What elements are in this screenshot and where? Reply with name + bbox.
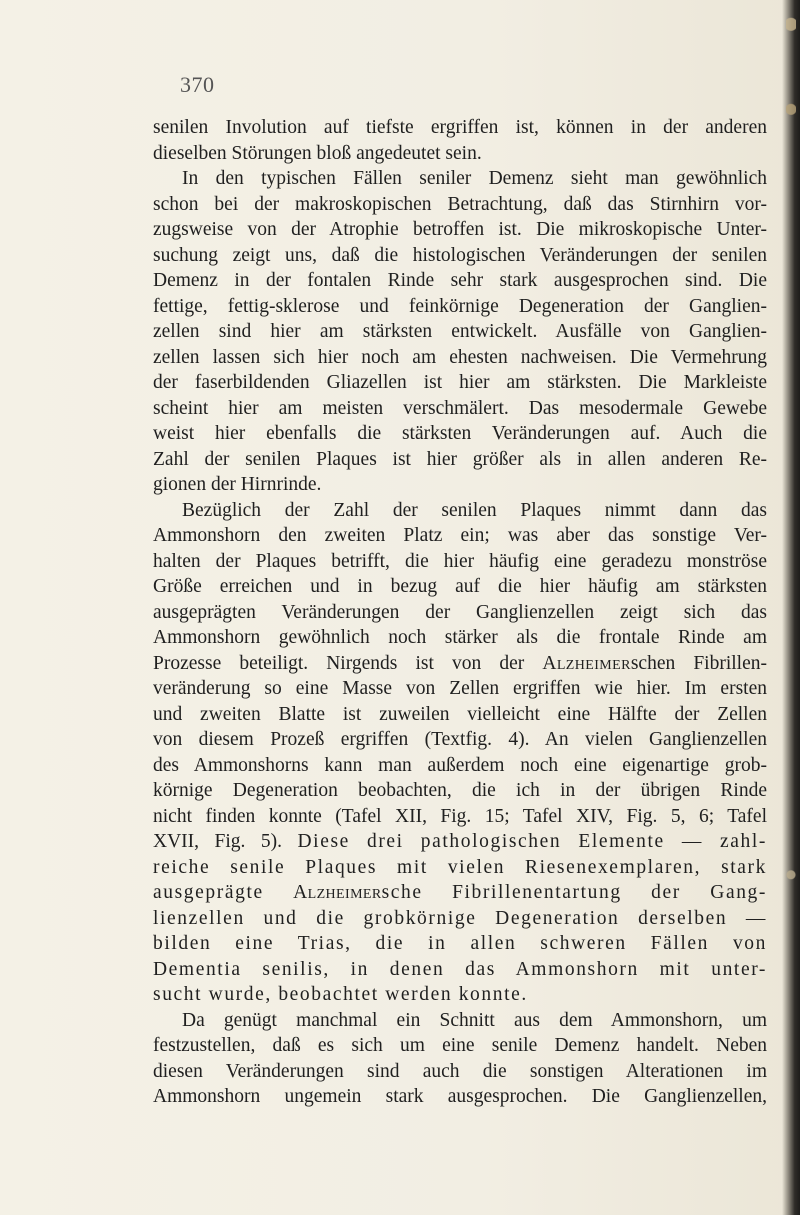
text-segment: Prozesse beteiligt. Nirgends ist von der xyxy=(153,652,543,674)
text-segment: XVII, Fig. 5). xyxy=(153,831,298,852)
spaced-emphasis: Diese drei pathologischen Elemente — zahl- xyxy=(297,831,767,852)
text-line: diesen Veränderungen sind auch die sonstigen Alterationen im xyxy=(153,1060,767,1082)
text-line: körnige Degeneration beobachten, die ich in der übrigen Rinde xyxy=(153,780,767,801)
text-line-spaced: bilden eine Trias, die in allen schweren Fällen von xyxy=(153,933,767,954)
text-segment: ausgeprägte xyxy=(153,882,294,903)
text-line: gionen der Hirnrinde. xyxy=(153,474,322,495)
text-line-spaced: lienzellen und die grobkörnige Degeneration derselben — xyxy=(153,907,767,929)
text-line: der faserbildenden Gliazellen ist hier am stärksten. Die Markleiste xyxy=(153,372,767,393)
text-line: Ammonshorn den zweiten Platz ein; was aber das sonstige Ver- xyxy=(153,525,767,546)
author-name-smallcaps: Alzheimer xyxy=(293,882,382,903)
text-line: In den typischen Fällen seniler Demenz sieht man gewöhnlich xyxy=(182,168,767,189)
text-line: und zweiten Blatte ist zuweilen vielleicht eine Hälfte der Zellen xyxy=(153,703,767,725)
text-line: von diesem Prozeß ergriffen (Textfig. 4). An vielen Ganglienzellen xyxy=(153,729,767,750)
text-line: des Ammonshorns kann man außerdem noch eine eigenartige grob- xyxy=(153,754,767,776)
text-segment: sche Fibrillenentartung der Gang- xyxy=(381,882,767,903)
text-line: zellen lassen sich hier noch am ehesten nachweisen. Die Vermehrung xyxy=(153,346,767,368)
text-line-alzheimer-2 xyxy=(153,880,767,906)
text-line: schon bei der makroskopischen Betrachtung, daß das Stirnhirn vor- xyxy=(153,193,767,215)
text-line: Bezüglich der Zahl der senilen Plaques nimmt dann das xyxy=(182,499,767,521)
page-edge-stains xyxy=(786,0,796,1215)
text-line: Größe erreichen und in bezug auf die hier häufig am stärksten xyxy=(153,576,767,597)
text-line: nicht finden konnte (Tafel XII, Fig. 15; Tafel XIV, Fig. 5, 6; Tafel xyxy=(153,805,767,827)
text-line: Ammonshorn ungemein stark ausgesprochen. Die Ganglienzellen, xyxy=(153,1086,767,1107)
text-line: suchung zeigt uns, daß die histologischen Veränderungen der senilen xyxy=(153,244,767,266)
text-line: senilen Involution auf tiefste ergriffen ist, können in der anderen xyxy=(153,117,767,138)
text-line-spaced-intro xyxy=(153,829,767,855)
author-name-smallcaps: Alzheimer xyxy=(542,652,631,674)
text-line: zellen sind hier am stärksten entwickelt. Ausfälle von Ganglien- xyxy=(153,321,767,342)
text-line-alzheimer-1 xyxy=(153,651,767,677)
text-line: halten der Plaques betrifft, die hier häufig eine geradezu monströse xyxy=(153,550,767,572)
text-line: Da genügt manchmal ein Schnitt aus dem Ammonshorn, um xyxy=(182,1009,767,1031)
page-number: 370 xyxy=(180,72,215,97)
text-line-spaced: reiche senile Plaques mit vielen Riesenexemplaren, stark xyxy=(153,856,767,878)
text-line: Ammonshorn gewöhnlich noch stärker als die frontale Rinde am xyxy=(153,627,767,648)
text-line: dieselben Störungen bloß angedeutet sein. xyxy=(153,142,482,164)
text-line: zugsweise von der Atrophie betroffen ist. Die mikroskopische Unter- xyxy=(153,219,767,240)
text-line-spaced: sucht wurde, beobachtet werden konnte. xyxy=(153,984,528,1005)
text-line: weist hier ebenfalls die stärksten Veränderungen auf. Auch die xyxy=(153,423,767,444)
text-line: festzustellen, daß es sich um eine senile Demenz handelt. Neben xyxy=(153,1035,767,1056)
body-text xyxy=(153,115,767,1110)
text-line: Zahl der senilen Plaques ist hier größer als in allen anderen Re- xyxy=(153,448,767,470)
text-line: fettige, fettig-sklerose und feinkörnige Degeneration der Ganglien- xyxy=(153,295,767,317)
text-segment: schen Fibrillen- xyxy=(630,652,767,674)
text-line: scheint hier am meisten verschmälert. Das mesodermale Gewebe xyxy=(153,397,767,419)
text-line-spaced: Dementia senilis, in denen das Ammonshorn mit unter- xyxy=(153,958,767,980)
text-line: veränderung so eine Masse von Zellen ergriffen wie hier. Im ersten xyxy=(153,678,767,699)
text-line: Demenz in der fontalen Rinde sehr stark ausgesprochen sind. Die xyxy=(153,270,767,291)
text-line: ausgeprägten Veränderungen der Ganglienzellen zeigt sich das xyxy=(153,601,767,623)
